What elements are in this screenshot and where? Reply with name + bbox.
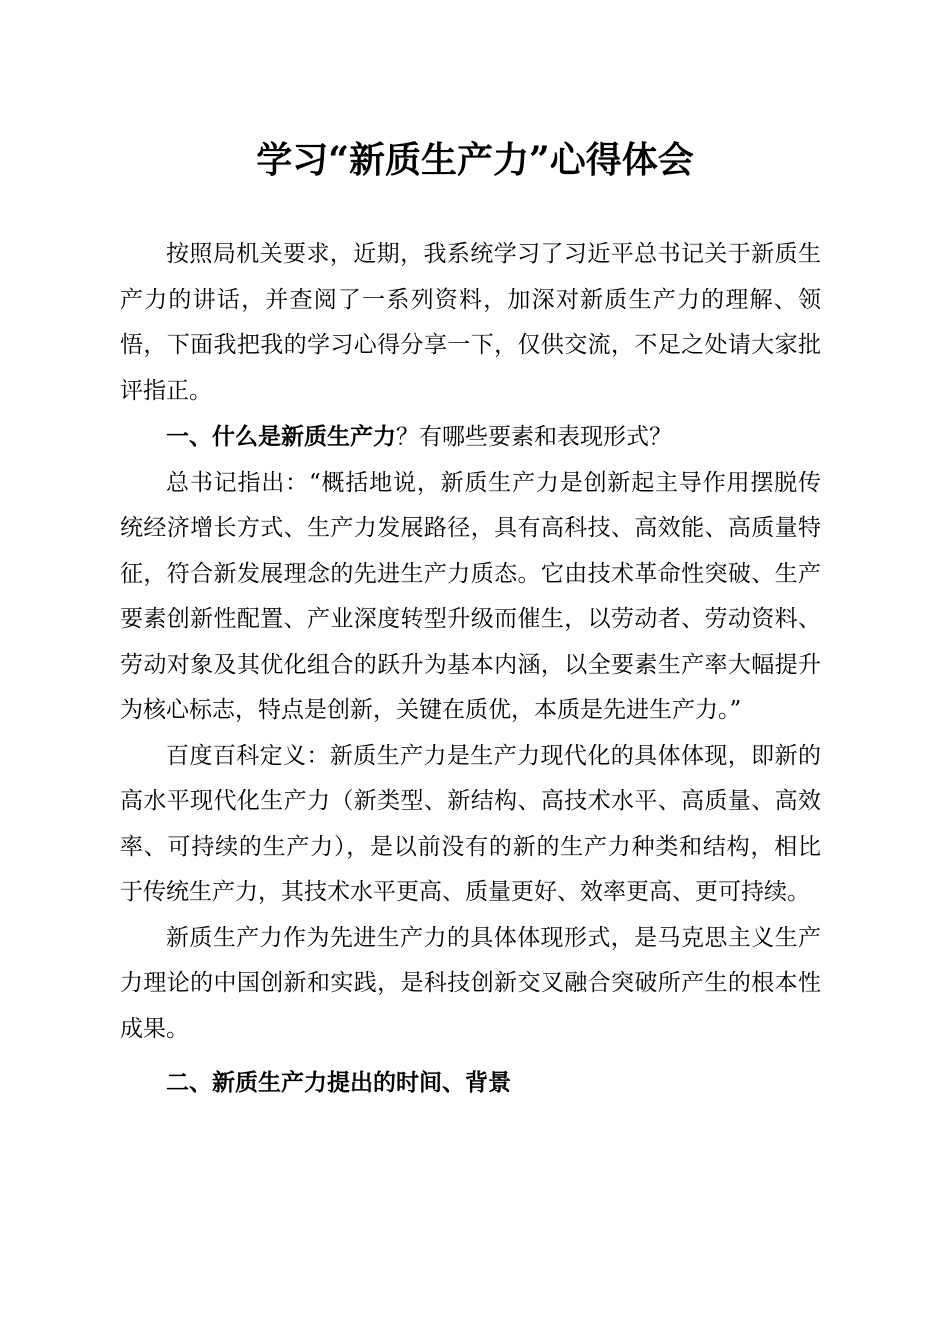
paragraph-intro: 按照局机关要求，近期，我系统学习了习近平总书记关于新质生产力的讲话，并查阅了一系列资料，加深对新质生产力的理解、领悟，下面我把我的学习心得分享一下，仅供交流，不足之处请大家批评指正。 (120, 241, 821, 404)
paragraph-definition: 百度百科定义：新质生产力是生产力现代化的具体体现，即新的高水平现代化生产力（新类型、新结构、高技术水平、高质量、高效率、可持续的生产力），是以前没有的新的生产力种类和结构，相比于传统生产力，其技术水平更高、质量更好、效率更高、更可持续。 (120, 742, 821, 905)
section-heading-1 (120, 414, 821, 461)
section-heading-1-rest: ？有哪些要素和表现形式？ (396, 424, 672, 450)
document-title: 学习“新质生产力”心得体会 (256, 139, 694, 181)
document-body (120, 232, 821, 1106)
paragraph-summary: 新质生产力作为先进生产力的具体体现形式，是马克思主义生产力理论的中国创新和实践，是科技创新交叉融合突破所产生的根本性成果。 (120, 924, 821, 1042)
paragraph-quote: 总书记指出：“概括地说，新质生产力是创新起主导作用摆脱传统经济增长方式、生产力发展路径，具有高科技、高效能、高质量特征，符合新发展理念的先进生产力质态。它由技术革命性突破、生产要素创新性配置、产业深度转型升级而催生，以劳动者、劳动资料、劳动对象及其优化组合的跃升为基本内涵，以全要素生产率大幅提升为核心标志，特点是创新，关键在质优，本质是先进生产力。” (120, 469, 821, 723)
section-heading-1-bold: 一、什么是新质生产力 (166, 423, 396, 450)
section-heading-2: 二、新质生产力提出的时间、背景 (166, 1069, 511, 1096)
